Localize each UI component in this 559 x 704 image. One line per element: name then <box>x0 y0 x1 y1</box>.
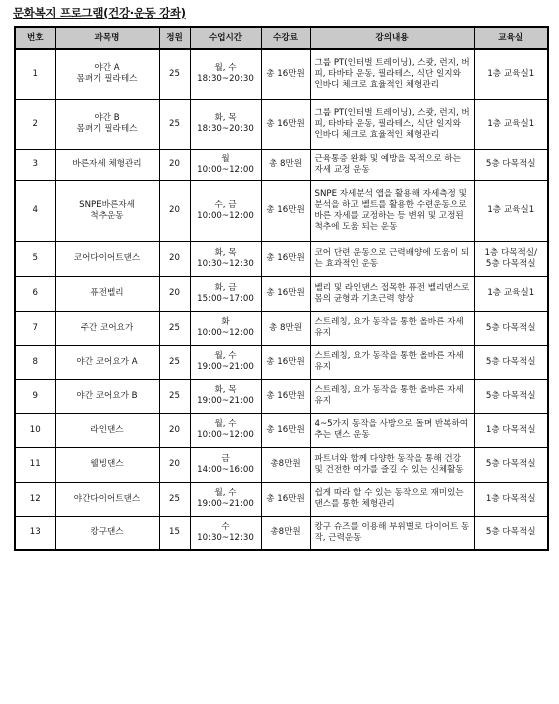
cell-course-name: 야간 코어요가 A <box>55 345 159 379</box>
cell-content: 스트레칭, 요가 동작을 통한 올바른 자세 유지 <box>310 311 474 345</box>
header-time: 수업시간 <box>190 27 261 49</box>
cell-course-name: 야간 코어요가 B <box>55 379 159 413</box>
cell-room: 1층 교육실1 <box>474 180 548 241</box>
header-content: 강의내용 <box>310 27 474 49</box>
cell-no: 12 <box>15 482 55 516</box>
table-row <box>15 276 548 311</box>
cell-course-name: 코어다이어트댄스 <box>55 241 159 276</box>
cell-time: 화, 목 19:00~21:00 <box>190 379 261 413</box>
cell-fee: 총 16만원 <box>261 276 310 311</box>
cell-no: 7 <box>15 311 55 345</box>
cell-fee: 총 16만원 <box>261 49 310 99</box>
table-row <box>15 149 548 180</box>
cell-no: 2 <box>15 99 55 149</box>
table-row <box>15 516 548 550</box>
header-room: 교육실 <box>474 27 548 49</box>
cell-fee: 총8만원 <box>261 516 310 550</box>
cell-capacity: 25 <box>159 99 190 149</box>
cell-content: 파트너와 함께 다양한 동작을 통해 건강 및 건전한 여가를 즐길 수 있는 신체활동 <box>310 447 474 482</box>
cell-course-name: 주간 코어요가 <box>55 311 159 345</box>
cell-room: 5층 다목적실 <box>474 345 548 379</box>
cell-content: 4~5가지 동작을 사방으로 돌며 반복하여 추는 댄스 운동 <box>310 413 474 447</box>
table-row <box>15 379 548 413</box>
cell-course-name: 야간 A 몸펴기 필라테스 <box>55 49 159 99</box>
cell-fee: 총 16만원 <box>261 345 310 379</box>
cell-capacity: 25 <box>159 311 190 345</box>
cell-fee: 총 16만원 <box>261 241 310 276</box>
table-row <box>15 311 548 345</box>
cell-no: 5 <box>15 241 55 276</box>
cell-fee: 총8만원 <box>261 447 310 482</box>
table-row <box>15 180 548 241</box>
cell-content: 스트레칭, 요가 동작을 통한 올바른 자세 유지 <box>310 345 474 379</box>
cell-room: 1층 다목적실/ 5층 다목적실 <box>474 241 548 276</box>
cell-content: SNPE 자세분석 앱을 활용해 자세측정 및 분석을 하고 벨트를 활용한 수련운동으로 바른 자세를 교정하는 등 변위 및 고정된 척추에 도움 되는 운동 <box>310 180 474 241</box>
cell-content: 쉽게 따라 할 수 있는 동작으로 재미있는 댄스를 통한 체형관리 <box>310 482 474 516</box>
cell-time: 화 10:00~12:00 <box>190 311 261 345</box>
cell-fee: 총 16만원 <box>261 413 310 447</box>
table-row <box>15 99 548 149</box>
cell-course-name: 웰빙댄스 <box>55 447 159 482</box>
cell-time: 금 14:00~16:00 <box>190 447 261 482</box>
table-row <box>15 345 548 379</box>
cell-time: 월, 수 19:00~21:00 <box>190 345 261 379</box>
cell-course-name: 야간 B 몸펴기 필라테스 <box>55 99 159 149</box>
cell-time: 월, 수 19:00~21:00 <box>190 482 261 516</box>
cell-capacity: 25 <box>159 482 190 516</box>
cell-fee: 총 16만원 <box>261 180 310 241</box>
cell-no: 6 <box>15 276 55 311</box>
cell-content: 벨리 및 라인댄스 접목한 퓨전 벨리댄스로 몸의 균형과 기초근력 향상 <box>310 276 474 311</box>
cell-no: 1 <box>15 49 55 99</box>
cell-fee: 총 16만원 <box>261 482 310 516</box>
cell-capacity: 20 <box>159 149 190 180</box>
cell-content: 근육통증 완화 및 예방을 목적으로 하는 자세 교정 운동 <box>310 149 474 180</box>
table-row <box>15 49 548 99</box>
header-no: 번호 <box>15 27 55 49</box>
cell-room: 5층 다목적실 <box>474 516 548 550</box>
header-course: 과목명 <box>55 27 159 49</box>
cell-time: 월, 수 18:30~20:30 <box>190 49 261 99</box>
page-title: 문화복지 프로그램(건강·운동 강좌) <box>13 6 186 20</box>
cell-course-name: 야간다이어트댄스 <box>55 482 159 516</box>
cell-room: 5층 다목적실 <box>474 379 548 413</box>
program-table <box>14 26 549 551</box>
cell-room: 5층 다목적실 <box>474 149 548 180</box>
cell-capacity: 25 <box>159 379 190 413</box>
cell-content: 그룹 PT(인터벌 트레이닝), 스쾃, 런지, 버피, 타바타 운동, 필라테스, 식단 일지와 인바디 체크로 효율적인 체형관리 <box>310 49 474 99</box>
cell-room: 1층 다목적실 <box>474 413 548 447</box>
cell-fee: 총 16만원 <box>261 379 310 413</box>
table-row <box>15 241 548 276</box>
cell-content: 코어 단련 운동으로 근력배양에 도움이 되는 효과적인 운동 <box>310 241 474 276</box>
cell-no: 13 <box>15 516 55 550</box>
cell-room: 1층 다목적실 <box>474 482 548 516</box>
cell-capacity: 20 <box>159 276 190 311</box>
cell-course-name: 퓨전벨리 <box>55 276 159 311</box>
cell-course-name: 바른자세 체형관리 <box>55 149 159 180</box>
table-header-row <box>15 27 548 49</box>
cell-capacity: 25 <box>159 345 190 379</box>
header-capacity: 정원 <box>159 27 190 49</box>
cell-room: 5층 다목적실 <box>474 447 548 482</box>
cell-no: 10 <box>15 413 55 447</box>
cell-fee: 총 16만원 <box>261 99 310 149</box>
table-row <box>15 447 548 482</box>
cell-course-name: 라인댄스 <box>55 413 159 447</box>
cell-room: 1층 교육실1 <box>474 99 548 149</box>
cell-time: 월, 수 10:00~12:00 <box>190 413 261 447</box>
cell-capacity: 15 <box>159 516 190 550</box>
cell-no: 3 <box>15 149 55 180</box>
cell-room: 1층 교육실1 <box>474 276 548 311</box>
cell-fee: 총 8만원 <box>261 311 310 345</box>
cell-capacity: 20 <box>159 180 190 241</box>
table-row <box>15 413 548 447</box>
cell-capacity: 20 <box>159 447 190 482</box>
cell-room: 1층 교육실1 <box>474 49 548 99</box>
cell-time: 월 10:00~12:00 <box>190 149 261 180</box>
cell-no: 8 <box>15 345 55 379</box>
cell-time: 수, 금 10:00~12:00 <box>190 180 261 241</box>
cell-course-name: 캉구댄스 <box>55 516 159 550</box>
cell-time: 화, 금 15:00~17:00 <box>190 276 261 311</box>
cell-no: 9 <box>15 379 55 413</box>
cell-course-name: SNPE바른자세 척추운동 <box>55 180 159 241</box>
cell-content: 캉구 슈즈를 이용해 부위별로 다이어트 동작, 근력운동 <box>310 516 474 550</box>
cell-time: 화, 목 10:30~12:30 <box>190 241 261 276</box>
header-fee: 수강료 <box>261 27 310 49</box>
cell-no: 11 <box>15 447 55 482</box>
cell-no: 4 <box>15 180 55 241</box>
cell-time: 화, 목 18:30~20:30 <box>190 99 261 149</box>
table-row <box>15 482 548 516</box>
cell-capacity: 20 <box>159 413 190 447</box>
cell-capacity: 25 <box>159 49 190 99</box>
cell-content: 스트레칭, 요가 동작을 통한 올바른 자세 유지 <box>310 379 474 413</box>
cell-room: 5층 다목적실 <box>474 311 548 345</box>
cell-fee: 총 8만원 <box>261 149 310 180</box>
cell-capacity: 20 <box>159 241 190 276</box>
cell-time: 수 10:30~12:30 <box>190 516 261 550</box>
cell-content: 그룹 PT(인터벌 트레이닝), 스쾃, 런지, 버피, 타바타 운동, 필라테스, 식단 일지와 인바디 체크로 효율적인 체형관리 <box>310 99 474 149</box>
